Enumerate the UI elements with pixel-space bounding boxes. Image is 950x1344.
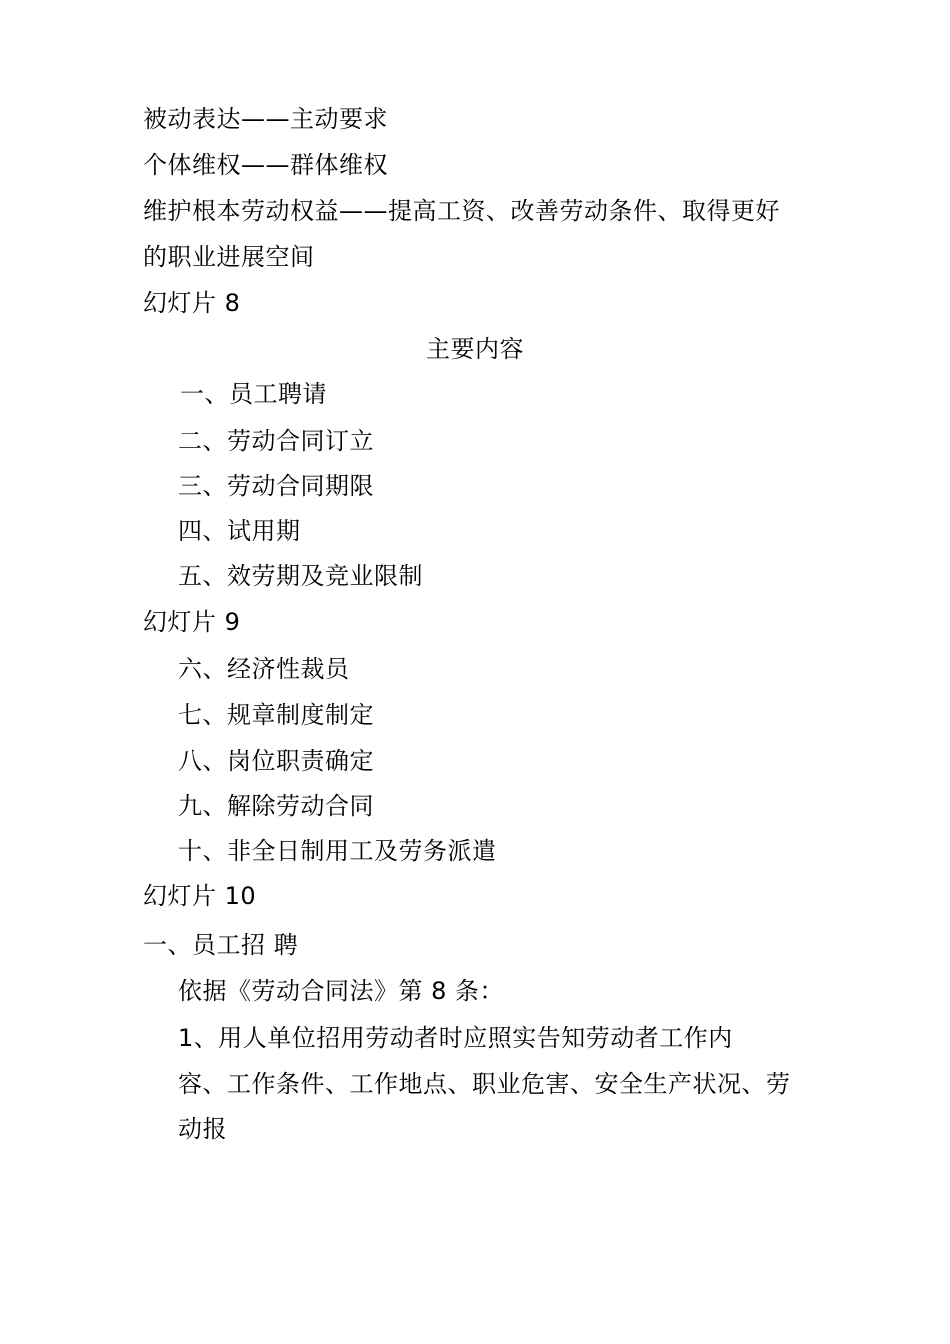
section-heading: 一、员工招 聘	[143, 931, 299, 959]
toc-item: 十、非全日制用工及劳务派遣	[178, 837, 497, 865]
toc-item: 二、劳动合同订立	[178, 427, 374, 455]
section-title: 主要内容	[426, 335, 524, 363]
toc-item: 三、劳动合同期限	[178, 472, 374, 500]
intro-line: 被动表达——主动要求	[143, 105, 388, 133]
toc-item: 五、效劳期及竞业限制	[178, 562, 423, 590]
paragraph-line: 动报	[178, 1115, 227, 1143]
intro-line: 维护根本劳动权益——提高工资、改善劳动条件、取得更好	[143, 197, 780, 225]
legal-basis: 依据《劳动合同法》第 8 条：	[178, 977, 505, 1005]
slide-label: 幻灯片 8	[143, 289, 241, 317]
toc-item: 七、规章制度制定	[178, 701, 374, 729]
toc-item: 六、经济性裁员	[178, 655, 350, 683]
paragraph-line: 1、用人单位招用劳动者时应照实告知劳动者工作内	[178, 1024, 733, 1052]
toc-item: 九、解除劳动合同	[178, 792, 374, 820]
slide-label: 幻灯片 9	[143, 608, 241, 636]
intro-line: 个体维权——群体维权	[143, 151, 388, 179]
toc-item: 八、岗位职责确定	[178, 747, 374, 775]
toc-item: 一、员工聘请	[180, 380, 327, 408]
slide-label: 幻灯片 10	[143, 882, 257, 910]
intro-line: 的职业进展空间	[143, 243, 315, 271]
paragraph-line: 容、工作条件、工作地点、职业危害、安全生产状况、劳	[178, 1070, 791, 1098]
toc-item: 四、试用期	[178, 517, 301, 545]
